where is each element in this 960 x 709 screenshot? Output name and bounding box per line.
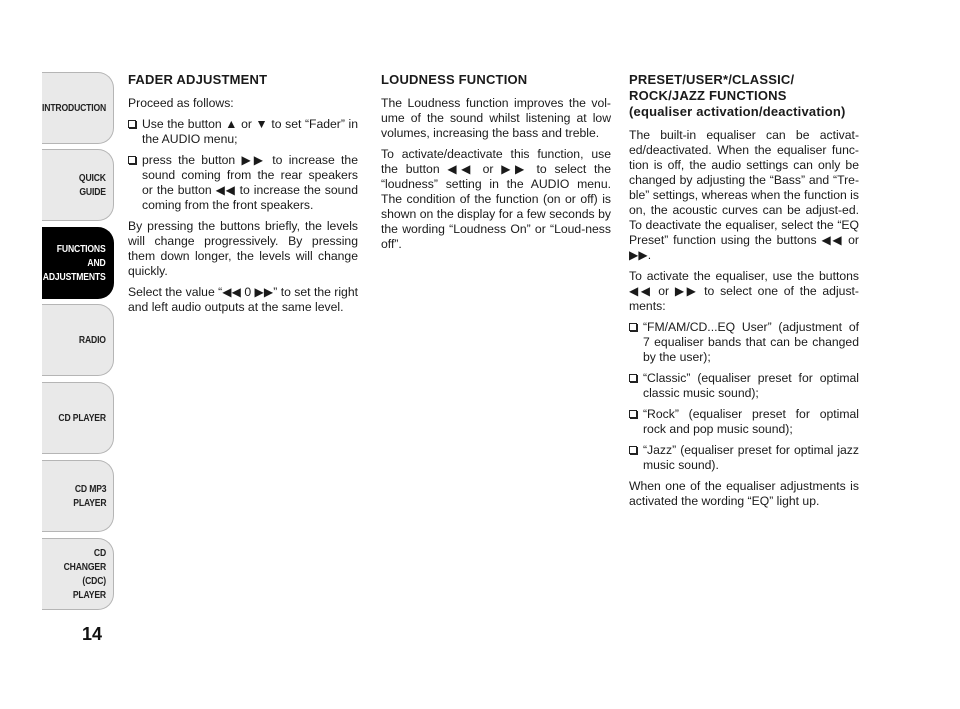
- list-item: [629, 443, 859, 473]
- tab-label: FUNCTIONS AND ADJUSTMENTS: [43, 243, 106, 283]
- tab-cd-player[interactable]: [42, 382, 114, 454]
- list-item-text: “Classic” (equaliser preset for optimal classic music sound);: [643, 371, 859, 400]
- loudness-section: [381, 72, 611, 258]
- tab-label: CD CHANGER (CDC) PLAYER: [63, 547, 106, 601]
- paragraph: The built-in equaliser can be activat-ed/deactivated. When the equaliser func-tion is off, the audio settings can only be changed by adjusting the “Bass” and “Tre-ble” settings, whereas when the function is on, the acoustic curves can be adjust-ed. To deactivate the equaliser, select the “EQ Preset” function using the buttons ◀◀ or ▶▶.: [629, 128, 859, 262]
- tab-radio[interactable]: [42, 304, 114, 376]
- list-item-text: press the button ▶▶ to increase the sound coming from the rear speakers or the button ◀◀ to increase the sound coming from the front speakers.: [142, 153, 358, 212]
- checkbox-bullet-icon: [128, 120, 136, 128]
- list-item-text: “Jazz” (equaliser preset for optimal jazz music sound).: [643, 443, 859, 472]
- tab-cd-mp3-player[interactable]: [42, 460, 114, 532]
- paragraph: By pressing the buttons briefly, the levels will change progressively. By pressing them down longer, the levels will change quickly.: [128, 219, 358, 278]
- list-item: [629, 407, 859, 437]
- list-item: [128, 153, 358, 213]
- paragraph: When one of the equaliser adjustments is activated the wording “EQ” light up.: [629, 479, 859, 508]
- paragraph: Select the value “◀◀ 0 ▶▶” to set the right and left audio outputs at the same level.: [128, 285, 358, 314]
- tab-label: QUICK GUIDE: [79, 172, 106, 198]
- tab-label: CD MP3 PLAYER: [72, 483, 106, 509]
- paragraph: The Loudness function improves the vol-ume of the sound whilst listening at low volumes, increasing the bass and treble.: [381, 96, 611, 140]
- tab-functions-and-adjustments[interactable]: [42, 227, 114, 299]
- tab-label: INTRODUCTION: [41, 102, 106, 114]
- list-item-text: “Rock” (equaliser preset for optimal rock and pop music sound);: [643, 407, 859, 436]
- checkbox-bullet-icon: [128, 156, 136, 164]
- list-item-text: “FM/AM/CD...EQ User” (adjustment of 7 equaliser bands that can be changed by the user);: [643, 320, 859, 364]
- heading-line: (equaliser activation/deactivation): [629, 104, 846, 119]
- tab-quick-guide[interactable]: [42, 149, 114, 221]
- checkbox-bullet-icon: [629, 410, 637, 418]
- list-item: [128, 117, 358, 147]
- tab-introduction[interactable]: [42, 72, 114, 144]
- tab-label: CD PLAYER: [58, 412, 106, 424]
- section-heading: LOUDNESS FUNCTION: [381, 72, 528, 87]
- section-heading: [629, 72, 859, 120]
- heading-line: PRESET/USER*/CLASSIC/: [629, 72, 795, 87]
- checkbox-bullet-icon: [629, 323, 637, 331]
- checkbox-bullet-icon: [629, 446, 637, 454]
- page-number: 14: [82, 624, 103, 644]
- tab-cd-changer-player[interactable]: [42, 538, 114, 610]
- fader-section: [128, 72, 358, 321]
- checkbox-bullet-icon: [629, 374, 637, 382]
- tab-label: RADIO: [79, 334, 106, 346]
- section-heading: FADER ADJUSTMENT: [128, 72, 268, 87]
- equaliser-section: [629, 72, 859, 515]
- list-item-text: Use the button ▲ or ▼ to set “Fader” in the AUDIO menu;: [142, 117, 358, 146]
- paragraph: To activate the equaliser, use the buttons ◀◀ or ▶▶ to select one of the adjust-ments:: [629, 269, 859, 313]
- paragraph: To activate/deactivate this function, use the button ◀◀ or ▶▶ to select the “loudness” setting in the AUDIO menu. The condition of the function (on or off) is shown on the display for a few seconds by the wording “Loudness On” or “Loud-ness off”.: [381, 147, 611, 251]
- heading-line: ROCK/JAZZ FUNCTIONS: [629, 88, 787, 103]
- list-item: [629, 371, 859, 401]
- paragraph: Proceed as follows:: [128, 96, 234, 110]
- list-item: [629, 320, 859, 365]
